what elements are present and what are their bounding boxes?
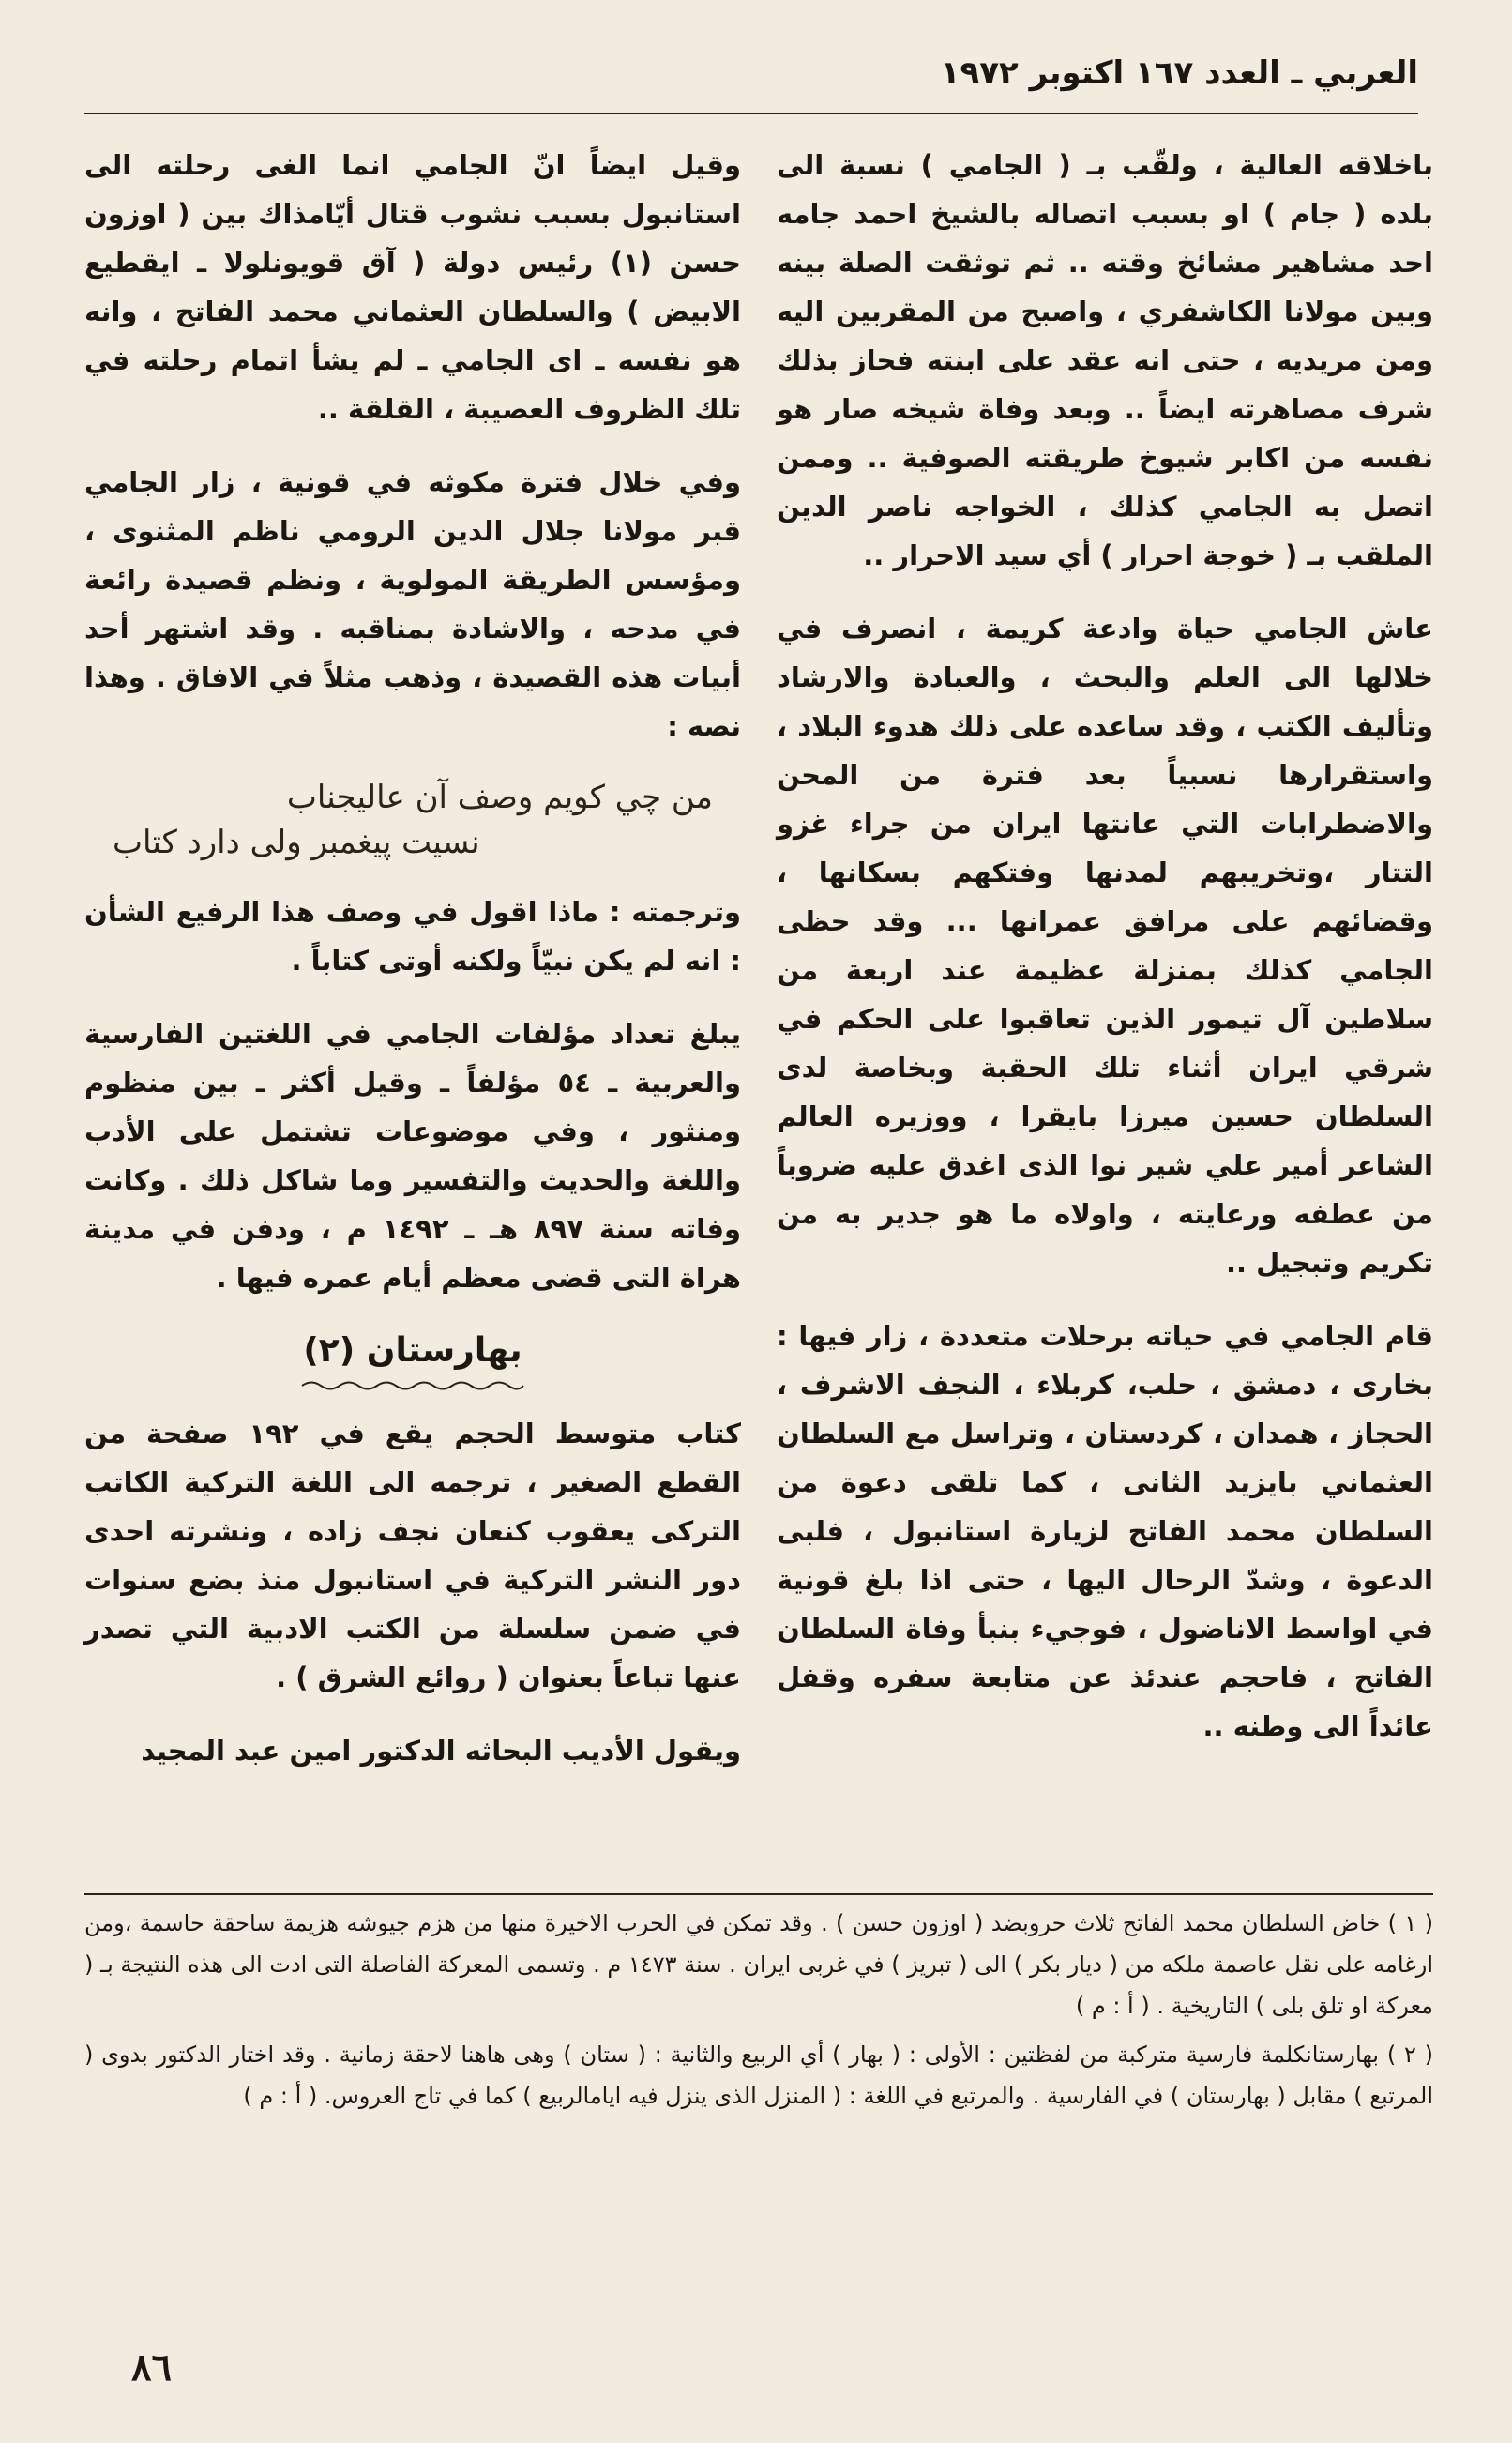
footnote-1: ( ١ ) خاض السلطان محمد الفاتح ثلاث حروبضد ( اوزون حسن ) . وقد تمكن في الحرب الاخيرة منها من هزم جيوشه هزيمة ساحقة حاسمة ،ومن ارغامه على نقل عاصمة ملكه من ( ديار بكر ) الى ( تبريز ) في غربى ايران . سنة ١٤٧٣ م . وتسمى المعركة الفاصلة التى ادت الى هذه النتيجة بـ ( معركة او تلق بلى ) التاريخية . ( أ : م ) [84,1910,1433,2019]
persian-verse [113,775,713,865]
paragraph: عاش الجامي حياة وادعة كريمة ، انصرف في خلالها الى العلم والبحث ، والعبادة والارشاد وتأليف الكتب ، وقد ساعده على ذلك هدوء البلاد ، واستقرارها نسبياً بعد فترة من المحن والاضطرابات التي عانتها ايران من جراء غزو التتار ،وتخريبهم لمدنها وفتكهم بسكانها ، وقضائهم على مرافق عمرانها ... وقد حظى الجامي كذلك بمنزلة عظيمة عند اربعة من سلاطين آل تيمور الذين تعاقبوا على الحكم في شرقي ايران أثناء تلك الحقبة وبخاصة لدى السلطان حسين ميرزا بايقرا ، ووزيره العالم الشاعر أمير علي شير نوا الذى اغدق عليه ضروباً من عطفه ورعايته ، واولاه ما هو جدير به من تكريم وتبجيل .. [777,613,1433,1279]
verse-line-1: من چي كويم وصف آن عاليجناب [286,779,713,816]
header-rule [84,113,1418,114]
left-column [84,141,741,1799]
right-column [777,141,1433,1775]
title-underline-ornament [300,1379,525,1392]
footnote-2: ( ٢ ) بهارستانكلمة فارسية متركبة من لفظتين : الأولى : ( بهار ) أي الربيع والثانية : ( ستان ) وهى هاهنا لاحقة زمانية . وقد اختار الدكتور بدوى ( المرتبع ) مقابل ( بهارستان ) في الفارسية . والمرتبع في اللغة : ( المنزل الذى ينزل فيه ايامالربيع ) كما في تاج العروس. ( أ : م ) [84,2041,1434,2109]
page-number: ٨٦ [131,2345,172,2390]
paragraph: وفي خلال فترة مكوثه في قونية ، زار الجامي قبر مولانا جلال الدين الرومي ناظم المثنوى ، ومؤسس الطريقة المولوية ، ونظم قصيدة رائعة في مدحه ، والاشادة بمناقبه . وقد اشتهر أحد أبيات هذه القصيدة ، وذهب مثلاً في الافاق . وهذا نصه : [84,466,741,742]
section-title: بهارستان (٢) [303,1331,522,1370]
paragraph: ويقول الأديب البحاثه الدكتور امين عبد المجيد [141,1735,741,1767]
paragraph: وقيل ايضاً انّ الجامي انما الغى رحلته الى استانبول بسبب نشوب قتال أيّامذاك بين ( اوزون حسن (١) رئيس دولة ( آق قويونلولا ـ ايقطيع الابيض ) والسلطان العثماني محمد الفاتح ، وانه هو نفسه ـ اى الجامي ـ لم يشأ اتمام رحلته في تلك الظروف العصيبة ، القلقة .. [84,149,742,425]
paragraph: كتاب متوسط الحجم يقع في ١٩٢ صفحة من القطع الصغير ، ترجمه الى اللغة التركية الكاتب التركى يعقوب كنعان نجف زاده ، ونشرته احدى دور النشر التركية في استانبول منذ بضع سنوات في ضمن سلسلة من الكتب الادبية التي تصدر عنها تباعاً بعنوان ( روائع الشرق ) . [84,1418,741,1693]
footnote-rule [84,1893,1433,1895]
paragraph: يبلغ تعداد مؤلفات الجامي في اللغتين الفارسية والعربية ـ ٥٤ مؤلفاً ـ وقيل أكثر ـ بين منظوم ومنثور ، وفي موضوعات تشتمل على الأدب واللغة والحديث والتفسير وما شاكل ذلك . وكانت وفاته سنة ٨٩٧ هـ ـ ١٤٩٢ م ، ودفن في مدينة هراة التى قضى معظم أيام عمره فيها . [84,1018,741,1294]
paragraph: باخلاقه العالية ، ولقّب بـ ( الجامي ) نسبة الى بلده ( جام ) او بسبب اتصاله بالشيخ احمد جامه احد مشاهير مشائخ وقته .. ثم توثقت الصلة بينه وبين مولانا الكاشفري ، واصبح من المقربين اليه ومن مريديه ، حتى انه عقد على ابنته فحاز بذلك شرف مصاهرته ايضاً .. وبعد وفاة شيخه صار هو نفسه من اكابر شيوخ طريقته الصوفية .. وممن اتصل به الجامي كذلك ، الخواجه ناصر الدين الملقب بـ ( خوجة احرار ) أي سيد الاحرار .. [777,149,1433,571]
running-header: العربي ـ العدد ١٦٧ اكتوبر ١٩٧٢ [940,54,1418,92]
paragraph: قام الجامي في حياته برحلات متعددة ، زار فيها : بخارى ، دمشق ، حلب، كربلاء ، النجف الاشرف ، الحجاز ، همدان ، كردستان ، وتراسل مع السلطان العثماني بايزيد الثانى ، كما تلقى دعوة من السلطان محمد الفاتح لزيارة استانبول ، فلبى الدعوة ، وشدّ الرحال اليها ، حتى اذا بلغ قونية في اواسط الاناضول ، فوجيء بنبأ وفاة السلطان الفاتح ، فاحجم عندئذ عن متابعة سفره وقفل عائداً الى وطنه .. [777,1320,1433,1742]
footnotes [84,1903,1433,2124]
verse-line-2: نسيت پيغمبر ولى دارد كتاب [113,824,480,861]
paragraph: وترجمته : ماذا اقول في وصف هذا الرفيع الشأن : انه لم يكن نبيّاً ولكنه أوتى كتاباً . [84,896,741,977]
